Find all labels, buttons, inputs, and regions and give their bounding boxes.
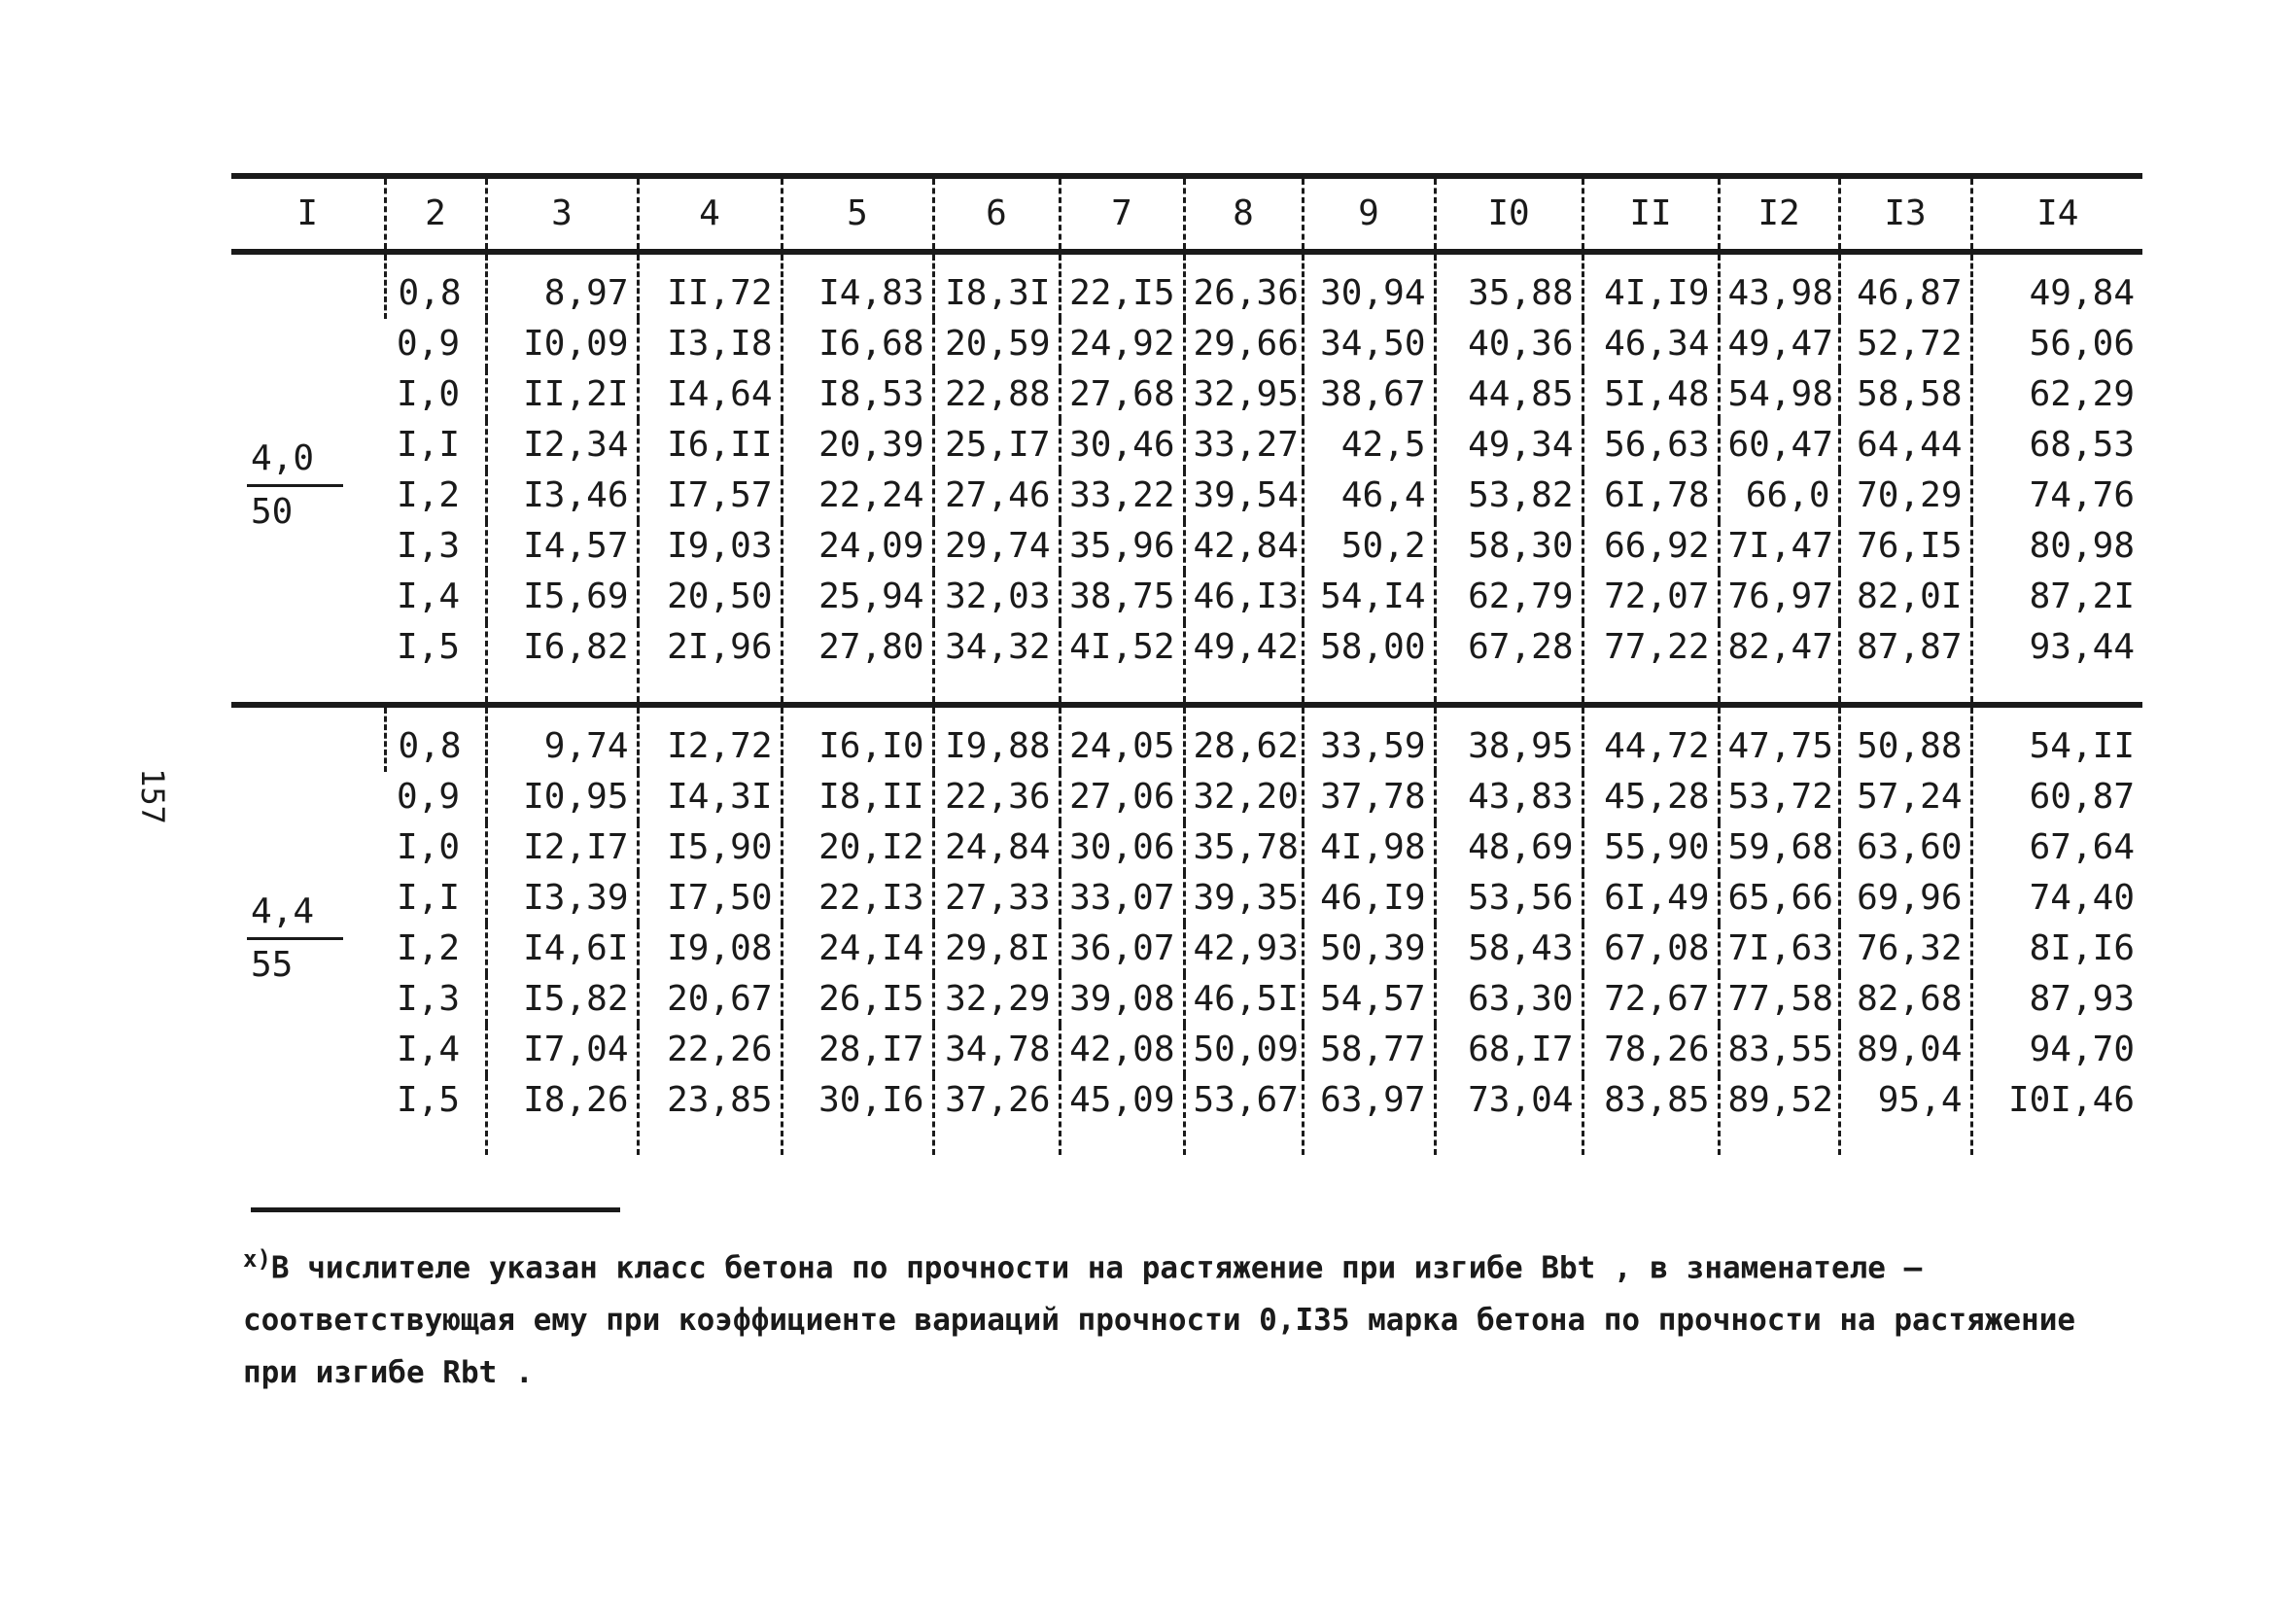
table-cell: 32,95 <box>1184 369 1303 420</box>
table-cell: I8,26 <box>486 1075 638 1155</box>
table-cell: 43,83 <box>1435 772 1583 822</box>
table-cell: 22,26 <box>638 1025 782 1075</box>
table-cell: 93,44 <box>1971 622 2142 705</box>
table-cell: I2,I7 <box>486 822 638 873</box>
table-cell: I,0 <box>397 827 461 867</box>
table-cell: 94,70 <box>1971 1025 2142 1075</box>
table-cell: 57,24 <box>1839 772 1971 822</box>
table-cell: 45,28 <box>1583 772 1719 822</box>
table-cell: 95,4 <box>1839 1075 1971 1155</box>
table-cell: 24,09 <box>782 521 933 572</box>
table-cell: 22,88 <box>933 369 1060 420</box>
table-cell: 6I,49 <box>1583 873 1719 924</box>
table-cell: I5,69 <box>486 572 638 622</box>
table-cell: 22,36 <box>933 772 1060 822</box>
table-cell: 33,59 <box>1303 705 1435 772</box>
table-cell: 0,8 <box>385 705 486 772</box>
table-cell: 39,35 <box>1184 873 1303 924</box>
table-cell: 34,78 <box>933 1025 1060 1075</box>
table-cell: I6,82 <box>486 622 638 705</box>
table-cell: 49,42 <box>1184 622 1303 705</box>
table-cell: 39,54 <box>1184 471 1303 521</box>
table-cell: 68,53 <box>1971 420 2142 471</box>
table-row <box>231 873 2142 924</box>
table-cell: 77,58 <box>1719 974 1839 1025</box>
table-cell: 24,84 <box>933 822 1060 873</box>
table-cell: 83,85 <box>1583 1075 1719 1155</box>
table-cell: I7,57 <box>638 471 782 521</box>
table-cell: I0,09 <box>486 319 638 369</box>
table-cell: 66,92 <box>1583 521 1719 572</box>
table-cell: 46,4 <box>1303 471 1435 521</box>
table-cell: 58,43 <box>1435 924 1583 974</box>
table-cell: 42,08 <box>1060 1025 1184 1075</box>
table-cell: 56,63 <box>1583 420 1719 471</box>
table-cell: I4,6I <box>486 924 638 974</box>
table-cell: I3,39 <box>486 873 638 924</box>
table-row <box>231 772 2142 822</box>
table-cell: 82,47 <box>1719 622 1839 705</box>
table-cell: 27,80 <box>782 622 933 705</box>
table-row <box>231 319 2142 369</box>
table-cell: 48,69 <box>1435 822 1583 873</box>
table-cell: 60,87 <box>1971 772 2142 822</box>
table-cell: 46,34 <box>1583 319 1719 369</box>
table-cell: 54,I4 <box>1303 572 1435 622</box>
table-cell: 42,5 <box>1303 420 1435 471</box>
table-cell: 35,78 <box>1184 822 1303 873</box>
table-cell: 8I,I6 <box>1971 924 2142 974</box>
column-header: I2 <box>1719 176 1839 252</box>
table-cell: 32,20 <box>1184 772 1303 822</box>
table-cell: 59,68 <box>1719 822 1839 873</box>
table-cell: 37,26 <box>933 1075 1060 1155</box>
table-cell: 36,07 <box>1060 924 1184 974</box>
column-header: II <box>1583 176 1719 252</box>
table-cell: 52,72 <box>1839 319 1971 369</box>
table-cell: 54,II <box>1971 705 2142 772</box>
table-cell: 20,I2 <box>782 822 933 873</box>
table-cell: I,4 <box>397 1030 461 1069</box>
table-cell: 87,93 <box>1971 974 2142 1025</box>
table-cell: 45,09 <box>1060 1075 1184 1155</box>
table-row <box>231 822 2142 873</box>
table-cell: I,0 <box>397 374 461 414</box>
table-cell: 27,68 <box>1060 369 1184 420</box>
table-cell: 0,9 <box>397 324 461 364</box>
table-cell: 49,84 <box>1971 252 2142 319</box>
table-cell: 24,I4 <box>782 924 933 974</box>
table-cell: 29,74 <box>933 521 1060 572</box>
table-cell: 49,47 <box>1719 319 1839 369</box>
table-cell: 72,67 <box>1583 974 1719 1025</box>
table-cell: I,5 <box>397 627 461 667</box>
table-cell: 32,03 <box>933 572 1060 622</box>
table-cell: I,2 <box>397 928 461 968</box>
concrete-class-cell <box>231 252 385 705</box>
table-cell: I,I <box>397 425 461 465</box>
table-cell: I0,95 <box>486 772 638 822</box>
table-cell: 42,93 <box>1184 924 1303 974</box>
table-cell: 27,33 <box>933 873 1060 924</box>
table-cell: 87,87 <box>1839 622 1971 705</box>
table-cell: 44,72 <box>1583 705 1719 772</box>
table-cell: 23,85 <box>638 1075 782 1155</box>
table-cell: 24,05 <box>1060 705 1184 772</box>
table-cell: 53,72 <box>1719 772 1839 822</box>
table-cell: 0,8 <box>385 252 486 319</box>
table-cell: 63,97 <box>1303 1075 1435 1155</box>
column-header: I <box>231 176 385 252</box>
table-cell: I3,46 <box>486 471 638 521</box>
table-cell: 4I,I9 <box>1583 252 1719 319</box>
table-cell: 7I,63 <box>1719 924 1839 974</box>
table-cell: 54,57 <box>1303 974 1435 1025</box>
table-cell: 74,76 <box>1971 471 2142 521</box>
table-cell: 67,64 <box>1971 822 2142 873</box>
table-cell: I3,I8 <box>638 319 782 369</box>
table-cell: II,72 <box>638 252 782 319</box>
table-cell: I7,50 <box>638 873 782 924</box>
table-cell: 63,60 <box>1839 822 1971 873</box>
table-cell: 0,9 <box>397 777 461 817</box>
column-header: I3 <box>1839 176 1971 252</box>
table-cell: 38,75 <box>1060 572 1184 622</box>
column-header: 6 <box>933 176 1060 252</box>
table-cell: 78,26 <box>1583 1025 1719 1075</box>
table-cell: 25,I7 <box>933 420 1060 471</box>
table-cell: I8,3I <box>933 252 1060 319</box>
table-cell: 20,39 <box>782 420 933 471</box>
table-cell: 22,24 <box>782 471 933 521</box>
class-denominator: 50 <box>251 491 294 532</box>
column-header: 3 <box>486 176 638 252</box>
table-cell: 20,50 <box>638 572 782 622</box>
table-cell: 33,22 <box>1060 471 1184 521</box>
table-cell: 4I,52 <box>1060 622 1184 705</box>
table-cell: 28,62 <box>1184 705 1303 772</box>
table-cell: 62,29 <box>1971 369 2142 420</box>
table-cell: 25,94 <box>782 572 933 622</box>
table-cell: 53,67 <box>1184 1075 1303 1155</box>
table-row <box>231 622 2142 705</box>
class-denominator: 55 <box>251 944 294 985</box>
table-cell: 20,59 <box>933 319 1060 369</box>
column-header: I4 <box>1971 176 2142 252</box>
table-cell: 89,52 <box>1719 1075 1839 1155</box>
table-cell: 56,06 <box>1971 319 2142 369</box>
table-cell: 82,0I <box>1839 572 1971 622</box>
table-cell: 27,06 <box>1060 772 1184 822</box>
page-number: 157 <box>133 768 171 824</box>
table-cell: 68,I7 <box>1435 1025 1583 1075</box>
table-cell: 27,46 <box>933 471 1060 521</box>
table-cell: 53,56 <box>1435 873 1583 924</box>
table-cell: 77,22 <box>1583 622 1719 705</box>
table-row <box>231 924 2142 974</box>
table-cell: 46,I9 <box>1303 873 1435 924</box>
table-cell: I6,68 <box>782 319 933 369</box>
table-cell: 73,04 <box>1435 1075 1583 1155</box>
table-cell: 35,96 <box>1060 521 1184 572</box>
table-cell: 5I,48 <box>1583 369 1719 420</box>
table-cell: 74,40 <box>1971 873 2142 924</box>
table-cell: I9,88 <box>933 705 1060 772</box>
table-cell: 46,5I <box>1184 974 1303 1025</box>
table-cell: 55,90 <box>1583 822 1719 873</box>
table-cell: I9,08 <box>638 924 782 974</box>
concrete-class-cell <box>231 705 385 1155</box>
table-cell: I4,57 <box>486 521 638 572</box>
footnote-divider <box>251 1207 620 1212</box>
table-cell: 4I,98 <box>1303 822 1435 873</box>
table-cell: 80,98 <box>1971 521 2142 572</box>
table-cell: II,2I <box>486 369 638 420</box>
table-cell: 58,77 <box>1303 1025 1435 1075</box>
table-cell: I4,64 <box>638 369 782 420</box>
table-cell: 22,I5 <box>1060 252 1184 319</box>
footnote-text: В числителе указан класс бетона по прочности на растяжение при изгибе Bbt , в знаменателе – соответствующая ему при коэффициенте вариаций прочности 0,I35 марка бетона по прочности на растяжение при изгибе Rbt . <box>243 1250 2076 1391</box>
table-cell: 40,36 <box>1435 319 1583 369</box>
column-header: 2 <box>385 176 486 252</box>
table-cell: 46,I3 <box>1184 572 1303 622</box>
table-cell: I9,03 <box>638 521 782 572</box>
footnote <box>243 1233 2109 1399</box>
table-cell: 67,08 <box>1583 924 1719 974</box>
table-row <box>231 705 2142 772</box>
table-cell: I,3 <box>397 979 461 1019</box>
table-cell: 50,39 <box>1303 924 1435 974</box>
table-cell: 39,08 <box>1060 974 1184 1025</box>
table-row <box>231 521 2142 572</box>
column-header: 8 <box>1184 176 1303 252</box>
table-cell: 33,07 <box>1060 873 1184 924</box>
table-cell: 30,94 <box>1303 252 1435 319</box>
table-cell: 54,98 <box>1719 369 1839 420</box>
table-cell: 76,97 <box>1719 572 1839 622</box>
table-cell: 53,82 <box>1435 471 1583 521</box>
column-header: 7 <box>1060 176 1184 252</box>
table-cell: 50,09 <box>1184 1025 1303 1075</box>
table-row <box>231 1025 2142 1075</box>
table-row <box>231 572 2142 622</box>
table-cell: 33,27 <box>1184 420 1303 471</box>
table-cell: 50,88 <box>1839 705 1971 772</box>
table-cell: 34,32 <box>933 622 1060 705</box>
table-cell: 69,96 <box>1839 873 1971 924</box>
table-cell: I8,II <box>782 772 933 822</box>
table-cell: 58,00 <box>1303 622 1435 705</box>
table-cell: 34,50 <box>1303 319 1435 369</box>
table-cell: 29,8I <box>933 924 1060 974</box>
column-header: 5 <box>782 176 933 252</box>
column-header: 9 <box>1303 176 1435 252</box>
table-cell: I0I,46 <box>1971 1075 2142 1155</box>
table-cell: 30,46 <box>1060 420 1184 471</box>
table-cell: 70,29 <box>1839 471 1971 521</box>
table-cell: 64,44 <box>1839 420 1971 471</box>
table-cell: 65,66 <box>1719 873 1839 924</box>
table-cell: 28,I7 <box>782 1025 933 1075</box>
table-cell: I4,83 <box>782 252 933 319</box>
table-cell: 35,88 <box>1435 252 1583 319</box>
table-cell: 60,47 <box>1719 420 1839 471</box>
table-cell: I,3 <box>397 526 461 566</box>
table-row <box>231 252 2142 319</box>
table-cell: 30,I6 <box>782 1075 933 1155</box>
class-numerator: 4,4 <box>247 887 343 940</box>
table-cell: I6,I0 <box>782 705 933 772</box>
table-cell: 42,84 <box>1184 521 1303 572</box>
table-cell: 38,67 <box>1303 369 1435 420</box>
table-cell: I2,34 <box>486 420 638 471</box>
table-cell: 87,2I <box>1971 572 2142 622</box>
table-cell: 30,06 <box>1060 822 1184 873</box>
table-cell: 20,67 <box>638 974 782 1025</box>
table-cell: I,4 <box>397 576 461 616</box>
table-cell: 62,79 <box>1435 572 1583 622</box>
table-cell: 76,32 <box>1839 924 1971 974</box>
column-header: I0 <box>1435 176 1583 252</box>
table-cell: 26,36 <box>1184 252 1303 319</box>
table-cell: 83,55 <box>1719 1025 1839 1075</box>
table-row <box>231 471 2142 521</box>
table-cell: 44,85 <box>1435 369 1583 420</box>
table-cell: I7,04 <box>486 1025 638 1075</box>
table-cell: 2I,96 <box>638 622 782 705</box>
table-cell: 43,98 <box>1719 252 1839 319</box>
data-table <box>231 173 2142 1155</box>
table-cell: 76,I5 <box>1839 521 1971 572</box>
table-cell: I5,82 <box>486 974 638 1025</box>
table-cell: 89,04 <box>1839 1025 1971 1075</box>
class-numerator: 4,0 <box>247 434 343 487</box>
table-cell: 66,0 <box>1719 471 1839 521</box>
table-row <box>231 369 2142 420</box>
table-cell: 22,I3 <box>782 873 933 924</box>
table-cell: 29,66 <box>1184 319 1303 369</box>
table-row <box>231 420 2142 471</box>
table-cell: 46,87 <box>1839 252 1971 319</box>
table-cell: 50,2 <box>1303 521 1435 572</box>
table-cell: 49,34 <box>1435 420 1583 471</box>
header-row <box>231 176 2142 252</box>
table-cell: 7I,47 <box>1719 521 1839 572</box>
table-cell: I5,90 <box>638 822 782 873</box>
table-cell: I,5 <box>397 1080 461 1120</box>
table-cell: 8,97 <box>486 252 638 319</box>
table-cell: 37,78 <box>1303 772 1435 822</box>
table-cell: I4,3I <box>638 772 782 822</box>
table-cell: I,I <box>397 878 461 918</box>
table-cell: I6,II <box>638 420 782 471</box>
table-row <box>231 1075 2142 1155</box>
table-cell: 38,95 <box>1435 705 1583 772</box>
table-cell: 58,30 <box>1435 521 1583 572</box>
table-cell: 47,75 <box>1719 705 1839 772</box>
footnote-marker: x) <box>243 1245 271 1273</box>
table-cell: 67,28 <box>1435 622 1583 705</box>
table-cell: 9,74 <box>486 705 638 772</box>
table-cell: 58,58 <box>1839 369 1971 420</box>
table-cell: 26,I5 <box>782 974 933 1025</box>
table-cell: 32,29 <box>933 974 1060 1025</box>
table-cell: 72,07 <box>1583 572 1719 622</box>
column-header: 4 <box>638 176 782 252</box>
table-cell: 24,92 <box>1060 319 1184 369</box>
table-cell: I8,53 <box>782 369 933 420</box>
table-cell: 82,68 <box>1839 974 1971 1025</box>
table-cell: I2,72 <box>638 705 782 772</box>
table-cell: 63,30 <box>1435 974 1583 1025</box>
table-cell: 6I,78 <box>1583 471 1719 521</box>
table-row <box>231 974 2142 1025</box>
table-cell: I,2 <box>397 475 461 515</box>
